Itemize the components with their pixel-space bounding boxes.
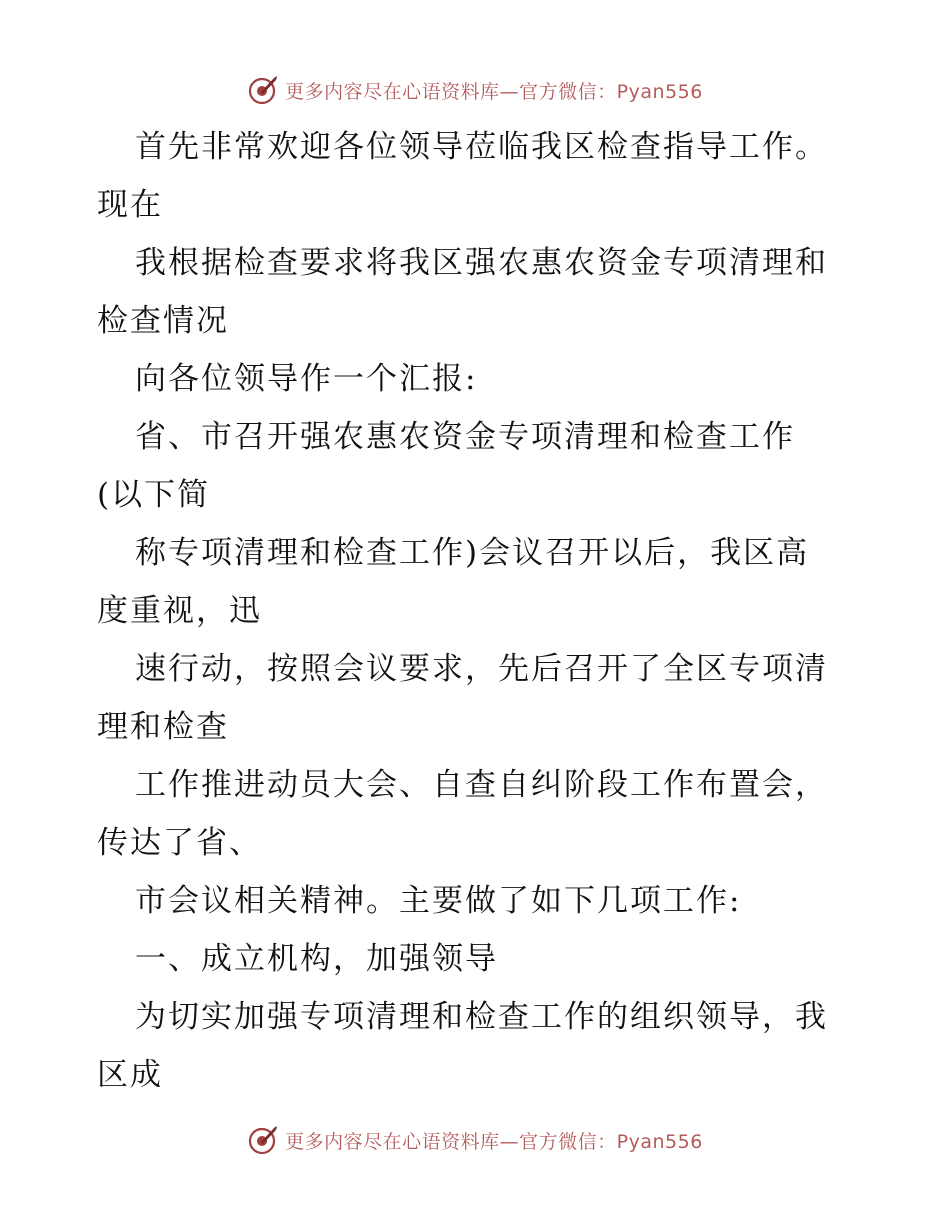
text-line: 传达了省、 — [97, 825, 262, 861]
header-watermark-text: 更多内容尽在心语资料库—官方微信：Pyan556 — [285, 80, 703, 103]
text-line: 首先非常欢迎各位领导莅临我区检查指导工作。 — [135, 129, 828, 165]
text-line: 称专项清理和检查工作)会议召开以后，我区高 — [135, 535, 810, 571]
footer-watermark-text: 更多内容尽在心语资料库—官方微信：Pyan556 — [285, 1130, 703, 1153]
footer-watermark-content — [247, 1124, 703, 1156]
text-line: 理和检查 — [97, 709, 229, 745]
text-line: 向各位领导作一个汇报: — [135, 361, 478, 397]
text-line: 工作推进动员大会、自查自纠阶段工作布置会， — [135, 767, 828, 803]
text-line: 市会议相关精神。主要做了如下几项工作: — [135, 883, 742, 919]
text-line: 省、市召开强农惠农资金专项清理和检查工作 — [135, 419, 795, 455]
text-line: (以下简 — [97, 477, 211, 513]
document-body — [97, 118, 897, 1104]
pen-circle-logo-icon — [247, 1124, 279, 1156]
text-line: 度重视，迅 — [97, 593, 262, 629]
text-line: 现在 — [97, 187, 163, 223]
text-line: 为切实加强专项清理和检查工作的组织领导，我 — [135, 999, 828, 1035]
text-line: 速行动，按照会议要求，先后召开了全区专项清 — [135, 651, 828, 687]
pen-circle-logo-icon — [247, 74, 279, 106]
header-watermark — [0, 70, 950, 110]
text-line: 检查情况 — [97, 303, 229, 339]
header-watermark-content — [247, 74, 703, 106]
text-line: 区成 — [97, 1057, 163, 1093]
section-heading: 一、成立机构，加强领导 — [135, 941, 498, 977]
text-line: 我根据检查要求将我区强农惠农资金专项清理和 — [135, 245, 828, 281]
footer-watermark — [0, 1120, 950, 1160]
